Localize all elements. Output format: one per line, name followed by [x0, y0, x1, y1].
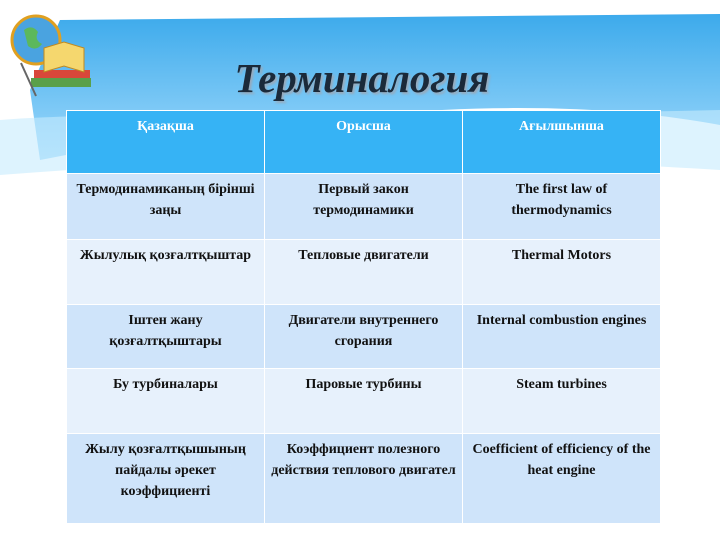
cell-kazakh: Жылулық қозғалтқыштар	[67, 240, 265, 305]
header-kazakh: Қазақша	[67, 111, 265, 174]
header-russian: Орысша	[265, 111, 463, 174]
cell-kazakh: Термодинамиканың бірінші заңы	[67, 174, 265, 240]
slide-title: Терминалогия	[234, 55, 490, 101]
cell-english: Steam turbines	[463, 369, 661, 434]
cell-kazakh: Бу турбиналары	[67, 369, 265, 434]
table-row	[67, 369, 661, 434]
cell-russian: Коэффициент полезного действия теплового двигател	[265, 434, 463, 524]
header-english: Ағылшынша	[463, 111, 661, 174]
cell-kazakh: Іштен жану қозғалтқыштары	[67, 305, 265, 369]
cell-russian: Тепловые двигатели	[265, 240, 463, 305]
table-row	[67, 305, 661, 369]
cell-english: Thermal Motors	[463, 240, 661, 305]
cell-english: Coefficient of efficiency of the heat engine	[463, 434, 661, 524]
table-row	[67, 240, 661, 305]
table-row	[67, 434, 661, 524]
cell-english: Internal combustion engines	[463, 305, 661, 369]
cell-russian: Первый закон термодинамики	[265, 174, 463, 240]
cell-russian: Паровые турбины	[265, 369, 463, 434]
cell-english: The first law of thermodynamics	[463, 174, 661, 240]
cell-russian: Двигатели внутреннего сгорания	[265, 305, 463, 369]
table-row	[67, 174, 661, 240]
cell-kazakh: Жылу қозғалтқышының пайдалы әрекет коэффициенті	[67, 434, 265, 524]
table-header-row	[67, 111, 661, 174]
terminology-table	[66, 110, 661, 524]
